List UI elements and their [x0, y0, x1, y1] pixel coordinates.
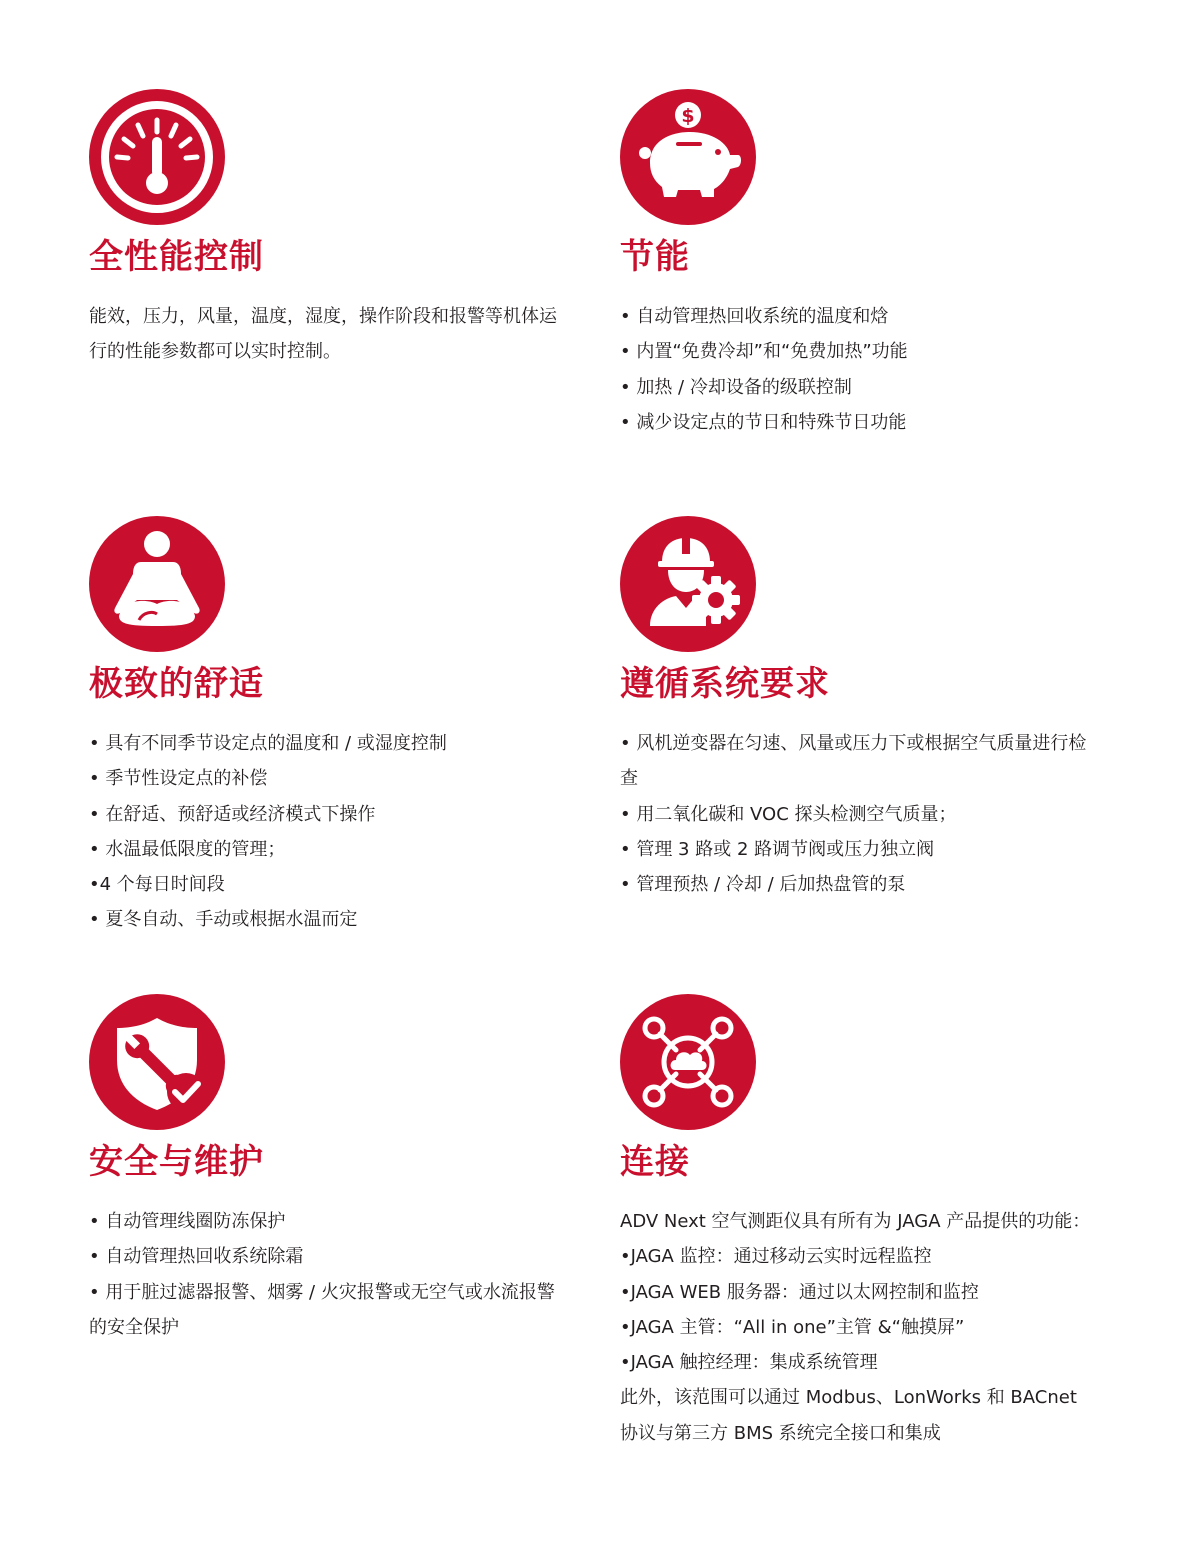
section-paragraph: 能效，压力，风量，温度，湿度，操作阶段和报警等机体运行的性能参数都可以实时控制。: [89, 306, 557, 363]
list-item: •4 个每日时间段: [89, 874, 225, 896]
list-item: • 季节性设定点的补偿: [89, 768, 268, 790]
section-intro: ADV Next 空气测距仪具有所有为 JAGA 产品提供的功能：: [620, 1211, 1091, 1232]
engineer-gear-icon: [620, 516, 756, 652]
list-item: • 用二氧化碳和 VOC 探头检测空气质量；: [620, 803, 957, 825]
section-body: [620, 726, 1100, 902]
bullet-list: [620, 726, 1100, 902]
bullet-list: [89, 1204, 569, 1345]
list-item: • 自动管理热回收系统的温度和焓: [620, 306, 889, 327]
svg-text:$: $: [681, 105, 695, 127]
list-item: • 自动管理线圈防冻保护: [89, 1211, 286, 1232]
list-item: • 具有不同季节设定点的温度和 / 或湿度控制: [89, 733, 447, 754]
section-body: [89, 1204, 569, 1345]
list-item: •JAGA 触控经理：集成系统管理: [620, 1352, 878, 1374]
section-title: 遵循系统要求: [620, 664, 830, 704]
meditation-person-icon: [89, 516, 225, 652]
list-item: • 加热 / 冷却设备的级联控制: [620, 376, 852, 398]
gauge-icon: [89, 89, 225, 225]
section-title: 安全与维护: [89, 1142, 264, 1182]
list-item: • 在舒适、预舒适或经济模式下操作: [89, 803, 376, 825]
piggy-bank-icon: [620, 89, 756, 225]
bullet-list: [620, 299, 1100, 440]
list-item: •JAGA 监控：通过移动云实时远程监控: [620, 1246, 932, 1268]
bullet-list: [620, 1239, 1100, 1380]
section-body: [620, 1204, 1100, 1451]
list-item: • 管理 3 路或 2 路调节阀或压力独立阀: [620, 838, 935, 860]
section-title: 连接: [620, 1142, 690, 1182]
list-item: •JAGA WEB 服务器：通过以太网控制和监控: [620, 1281, 979, 1303]
section-body: [89, 726, 569, 938]
list-item: • 自动管理热回收系统除霜: [89, 1246, 304, 1268]
list-item: • 减少设定点的节日和特殊节日功能: [620, 411, 907, 433]
section-title: 全性能控制: [89, 237, 264, 277]
section-title: 节能: [620, 237, 690, 277]
list-item: • 内置“免费冷却”和“免费加热”功能: [620, 341, 908, 363]
list-item: •JAGA 主管：“All in one”主管 &“触摸屏”: [620, 1316, 965, 1338]
section-body: [620, 299, 1100, 440]
cloud-network-icon: [620, 994, 756, 1130]
section-body: [89, 299, 569, 370]
section-title: 极致的舒适: [89, 664, 264, 704]
section-outro: 此外，该范围可以通过 Modbus、LonWorks 和 BACnet 协议与第三方 BMS 系统完全接口和集成: [620, 1387, 1077, 1444]
list-item: • 用于脏过滤器报警、烟雾 / 火灾报警或无空气或水流报警的安全保护: [89, 1281, 555, 1338]
list-item: • 水温最低限度的管理；: [89, 838, 286, 860]
list-item: • 夏冬自动、手动或根据水温而定: [89, 909, 358, 931]
list-item: • 管理预热 / 冷却 / 后加热盘管的泵: [620, 874, 906, 896]
list-item: • 风机逆变器在匀速、风量或压力下或根据空气质量进行检查: [620, 733, 1087, 790]
shield-wrench-check-icon: [89, 994, 225, 1130]
bullet-list: [89, 726, 569, 938]
